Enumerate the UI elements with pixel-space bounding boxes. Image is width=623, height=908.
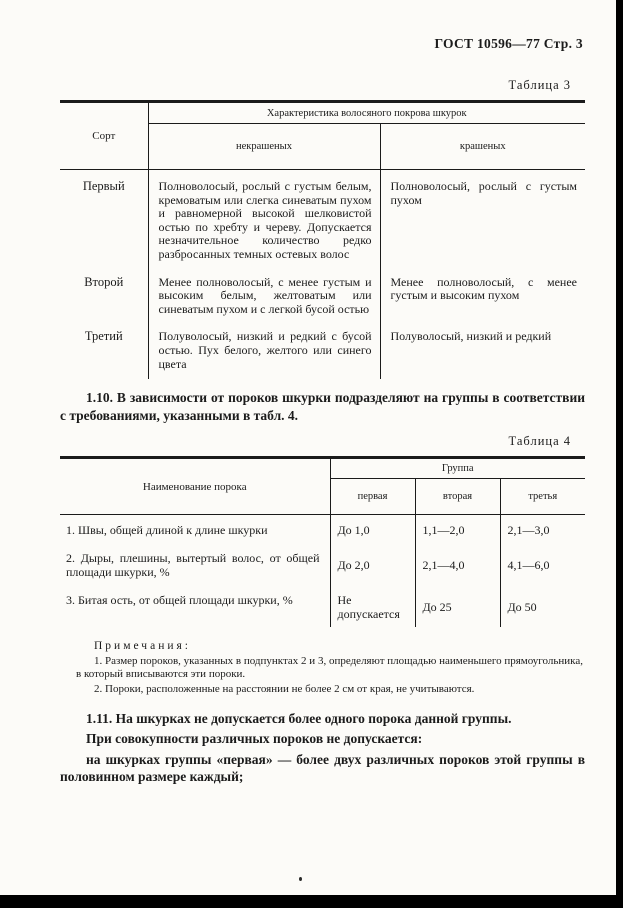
table4-header-defect: Наименование порока <box>60 458 330 515</box>
uncolored-cell: Полуволосый, низкий и редкий с бусой остью. Пух белого, желтого или синего цвета <box>148 320 380 379</box>
table3-row <box>60 170 585 266</box>
table3-header-group: Характеристика волосяного покрова шкурок <box>148 102 585 124</box>
uncolored-cell: Полноволосый, рослый с густым белым, кремоватым или слегка синеватым пухом и равномерной высокой шелковистой остью по хребту и череву. Допускается незначительное количество редко разбросанных темных остевых волос <box>148 170 380 266</box>
uncolored-cell: Менее полноволосый, с менее густым и высоким белым, желтоватым или синеватым пухом и с легкой бусой остью <box>148 266 380 321</box>
scan-edge-bottom <box>0 895 623 908</box>
sort-cell: Первый <box>82 179 125 193</box>
colored-cell: Полноволосый, рослый с густым пухом <box>380 170 585 266</box>
note-item-2: 2. Пороки, расположенные на расстоянии не более 2 см от края, не учитываются. <box>94 682 475 695</box>
table4-row <box>60 543 585 585</box>
paragraph-1-10: 1.10. В зависимости от пороков шкурки подразделяют на группы в соответствии с требованиями, указанными в табл. 4. <box>60 390 585 423</box>
group-third-cell: 2,1—3,0 <box>500 515 585 544</box>
table4-header-group: Группа <box>330 458 585 479</box>
sort-cell: Второй <box>84 274 124 289</box>
table3-caption: Таблица 3 <box>508 78 571 92</box>
group-second-cell: До 25 <box>415 585 500 627</box>
note-item-1: 1. Размер пороков, указанных в подпунктах 2 и 3, определяют площадью наименьшего прямоугольника, в который вписываются эти пороки. <box>76 655 583 680</box>
table-3 <box>60 100 585 379</box>
group-first-cell: До 1,0 <box>330 515 415 544</box>
paragraph-group-first: на шкурках группы «первая» — более двух различных пороков этой группы в половинном размере каждый; <box>60 751 585 785</box>
group-third-cell: 4,1—6,0 <box>500 543 585 585</box>
table-4 <box>60 456 585 627</box>
scan-edge-right <box>616 0 623 908</box>
scan-artifact-dot <box>299 877 302 881</box>
table4-header-second: вторая <box>415 479 500 515</box>
table4-caption: Таблица 4 <box>508 434 571 449</box>
colored-cell: Менее полноволосый, с менее густым и высоким пухом <box>380 266 585 321</box>
table4-header-row-1 <box>60 458 585 479</box>
group-second-cell: 2,1—4,0 <box>415 543 500 585</box>
table3-header-sort: Сорт <box>60 102 148 170</box>
notes-title: Примечания: <box>94 640 191 653</box>
table3-header-uncolored: некрашеных <box>148 124 380 170</box>
sort-cell: Третий <box>84 329 123 344</box>
paragraph-1-11: 1.11. На шкурках не допускается более одного порока данной группы. <box>86 710 512 726</box>
group-third-cell: До 50 <box>500 585 585 627</box>
table4-header-third: третья <box>500 479 585 515</box>
defect-cell: 2. Дыры, плешины, вытертый волос, от общей площади шкурки, % <box>66 551 320 580</box>
page-header: ГОСТ 10596—77 Стр. 3 <box>434 36 583 51</box>
notes-block <box>76 640 583 695</box>
table4-header-first: первая <box>330 479 415 515</box>
colored-cell: Полуволосый, низкий и редкий <box>380 320 585 379</box>
table3-row <box>60 320 585 379</box>
group-second-cell: 1,1—2,0 <box>415 515 500 544</box>
table4-row <box>60 515 585 544</box>
table3-row <box>60 266 585 321</box>
defect-cell: 3. Битая ость, от общей площади шкурки, % <box>66 593 293 608</box>
group-first-cell: Не допускается <box>330 585 415 627</box>
table3-header-colored: крашеных <box>380 124 585 170</box>
paragraph-cumulative: При совокупности различных пороков не допускается: <box>86 731 423 747</box>
table3-header-row-1 <box>60 102 585 124</box>
group-first-cell: До 2,0 <box>330 543 415 585</box>
table4-row <box>60 585 585 627</box>
defect-cell: 1. Швы, общей длиной к длине шкурки <box>66 523 268 538</box>
